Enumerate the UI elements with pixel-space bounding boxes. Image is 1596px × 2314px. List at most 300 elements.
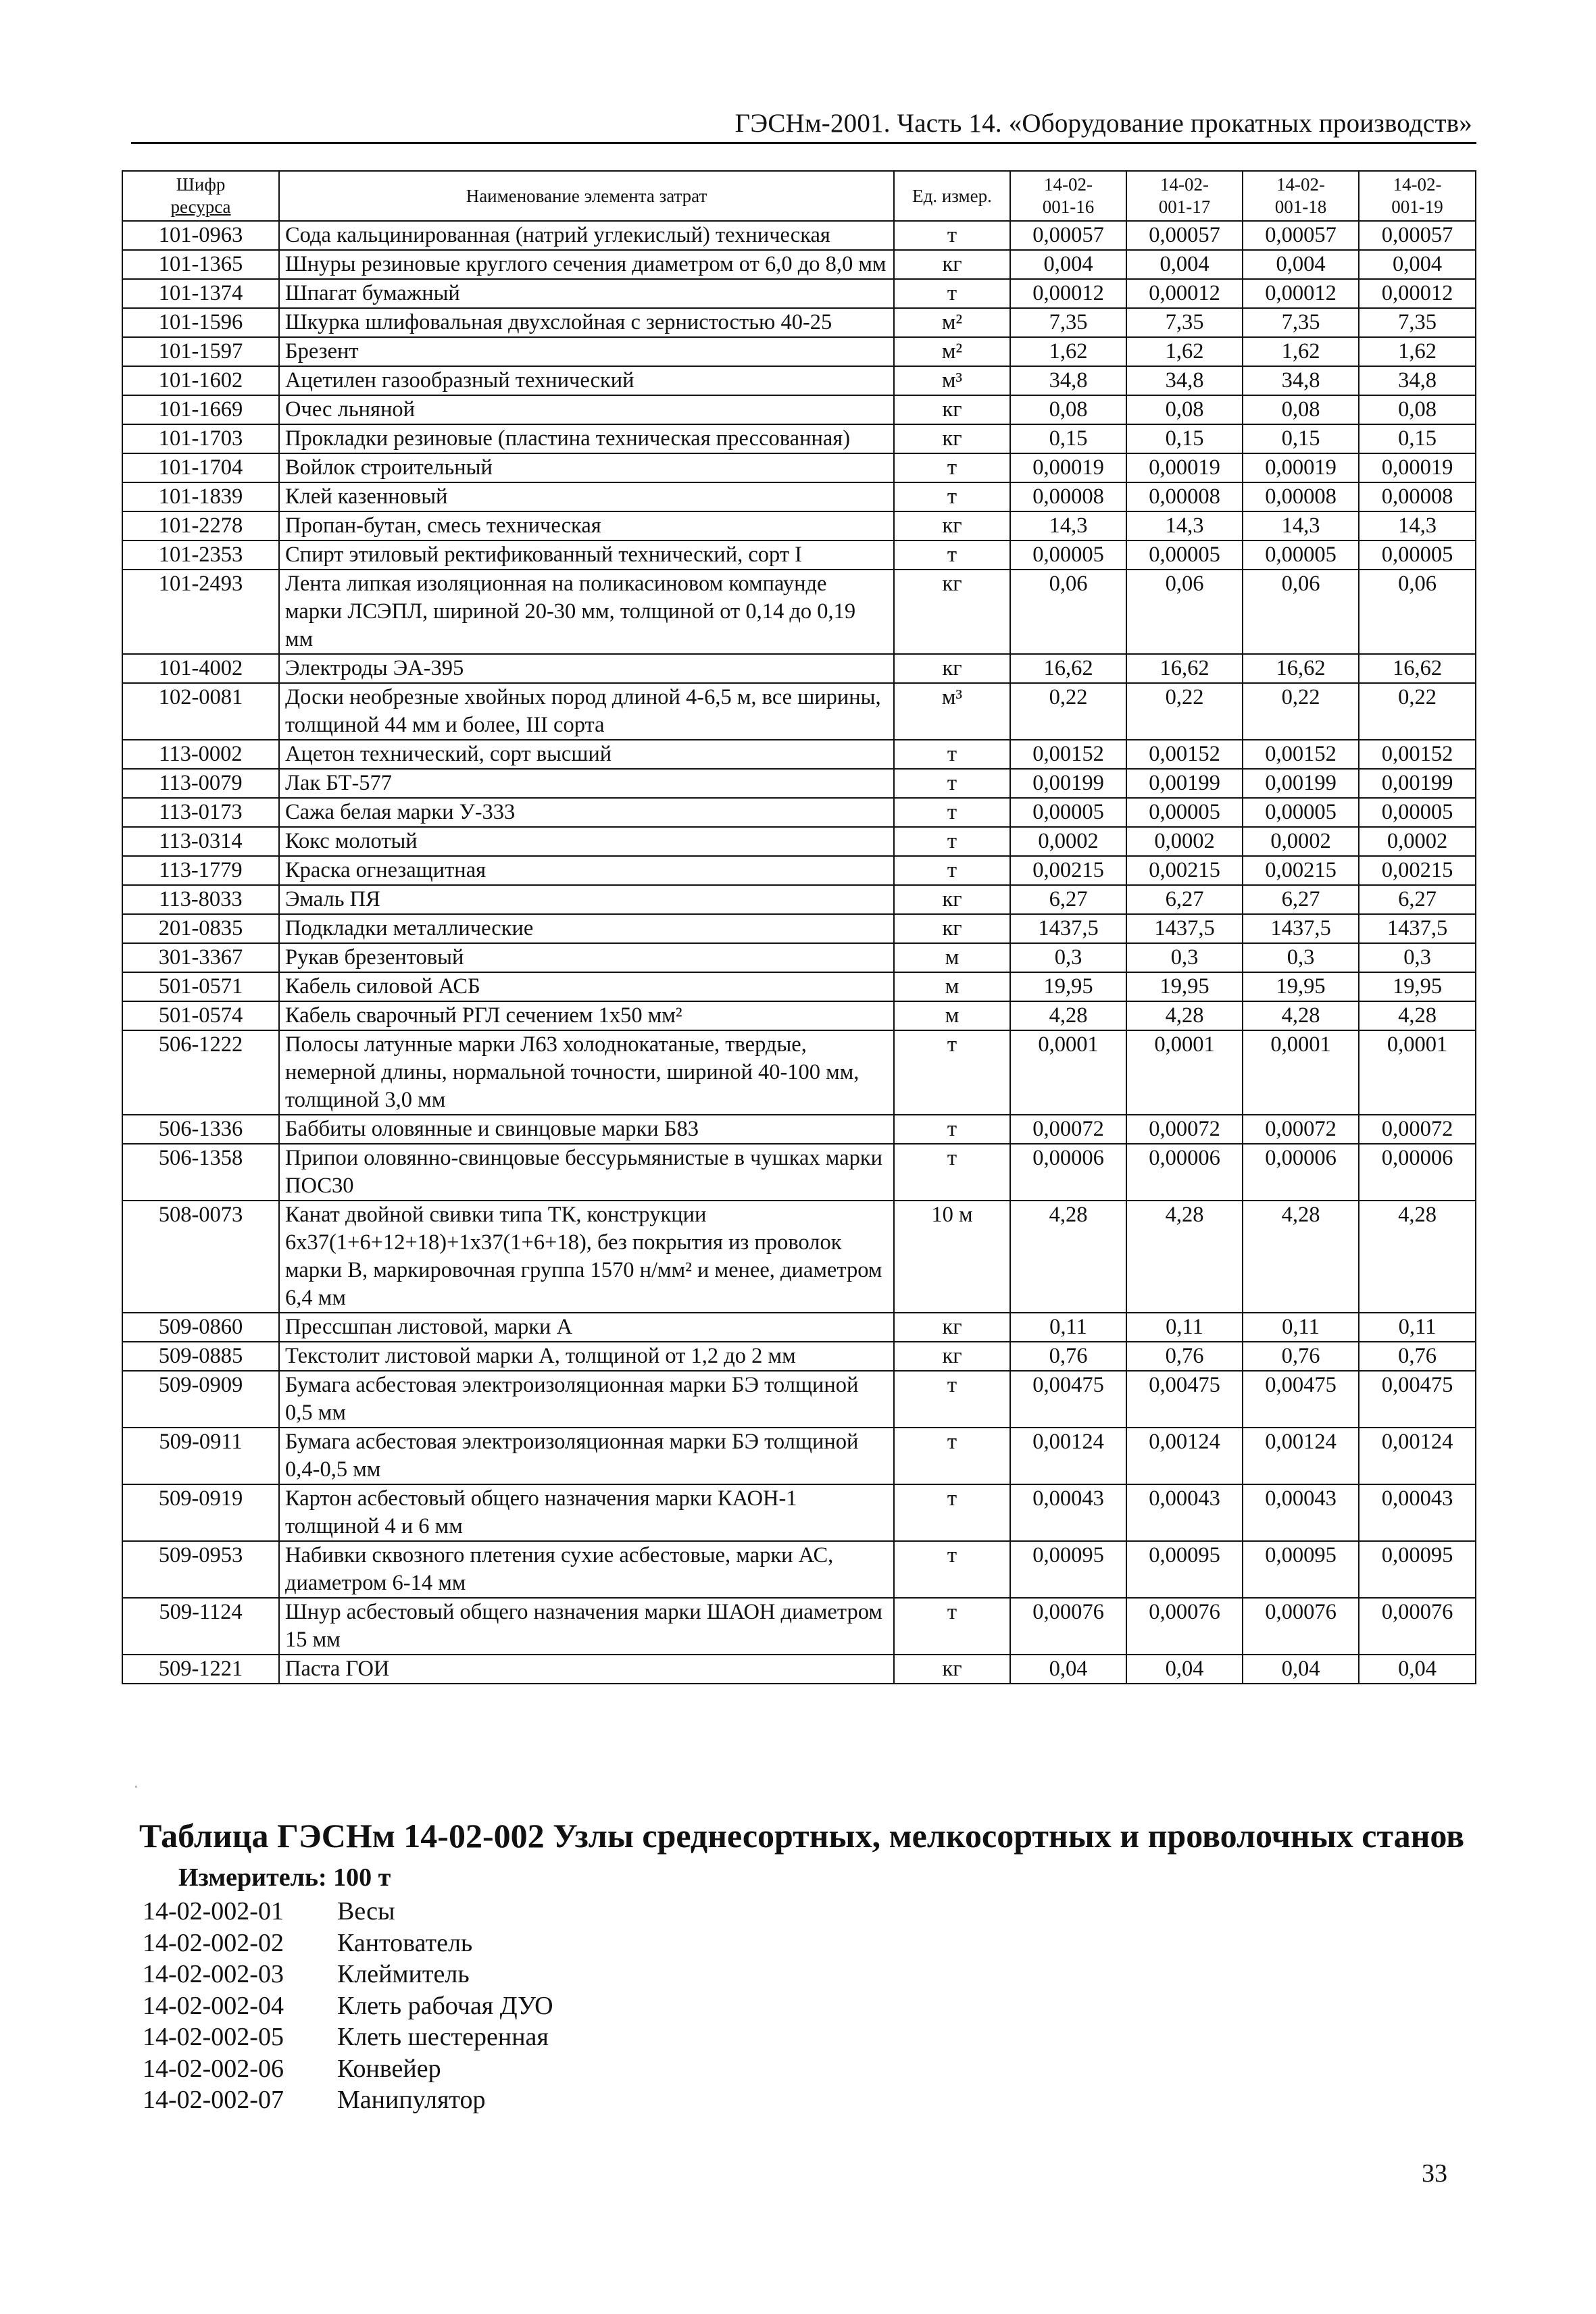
subsection-code: 14-02-002-05 [143, 2023, 284, 2051]
norm-16-value-cell: 34,8 [1010, 366, 1126, 395]
resource-code-cell: 101-1669 [122, 395, 279, 424]
table-row [122, 395, 1476, 424]
norm-16-value-cell: 0,76 [1010, 1342, 1126, 1371]
norm-17-value-cell: 0,76 [1126, 1342, 1243, 1371]
norm-16-value-cell: 0,00043 [1010, 1484, 1126, 1541]
list-item [143, 1896, 553, 1928]
norm-19-line1: 14-02- [1393, 174, 1442, 195]
column-header-code [122, 171, 279, 221]
table-row [122, 769, 1476, 798]
norm-16-value-cell: 0,00006 [1010, 1144, 1126, 1201]
norm-19-value-cell: 0,08 [1359, 395, 1476, 424]
resource-code-cell: 501-0571 [122, 972, 279, 1001]
resource-name-cell: Краска огнезащитная [279, 856, 894, 885]
unit-cell: т [894, 740, 1010, 769]
table-row [122, 827, 1476, 856]
subsection-code: 14-02-002-01 [143, 1897, 284, 1926]
column-header-norm-19 [1359, 171, 1476, 221]
norm-16-value-cell: 0,0002 [1010, 827, 1126, 856]
resource-name-cell: Лента липкая изоляционная на поликасиновом компаунде марки ЛСЭПЛ, шириной 20-30 мм, толщиной от 0,14 до 0,19 мм [279, 570, 894, 654]
norm-16-line1: 14-02- [1044, 174, 1093, 195]
norm-19-value-cell: 0,00005 [1359, 798, 1476, 827]
resource-name-cell: Сода кальцинированная (натрий углекислый) техническая [279, 221, 894, 250]
resource-code-cell: 509-0909 [122, 1371, 279, 1428]
resource-code-cell: 509-1221 [122, 1655, 279, 1684]
resource-code-cell: 113-0173 [122, 798, 279, 827]
resource-code-cell: 101-1703 [122, 424, 279, 453]
unit-cell: т [894, 1428, 1010, 1484]
unit-cell: т [894, 1371, 1010, 1428]
norm-18-value-cell: 0,00152 [1243, 740, 1359, 769]
subsection-code: 14-02-002-07 [143, 2086, 284, 2114]
norm-17-value-cell: 0,00043 [1126, 1484, 1243, 1541]
norm-19-value-cell: 1437,5 [1359, 914, 1476, 943]
table-row [122, 482, 1476, 511]
resource-code-cell: 101-2278 [122, 511, 279, 540]
norm-17-value-cell: 0,04 [1126, 1655, 1243, 1684]
resource-name-cell: Клей казенновый [279, 482, 894, 511]
resource-cost-table [122, 170, 1476, 1684]
norm-16-value-cell: 0,0001 [1010, 1030, 1126, 1115]
resource-name-cell: Прокладки резиновые (пластина техническая прессованная) [279, 424, 894, 453]
column-header-unit: Ед. измер. [894, 171, 1010, 221]
table-row [122, 1144, 1476, 1201]
unit-cell: кг [894, 914, 1010, 943]
subsection-label: Клеть рабочая ДУО [337, 1991, 553, 2020]
norm-17-value-cell: 0,00006 [1126, 1144, 1243, 1201]
table-row [122, 1428, 1476, 1484]
resource-name-cell: Полосы латунные марки Л63 холоднокатаные, твердые, немерной длины, нормальной точности, шириной 40-100 мм, толщиной 3,0 мм [279, 1030, 894, 1115]
norm-17-value-cell: 0,00005 [1126, 798, 1243, 827]
column-header-code-line1: Шифр [176, 174, 226, 195]
table-row [122, 424, 1476, 453]
subsection-list [143, 1896, 553, 2116]
norm-17-value-cell: 0,22 [1126, 683, 1243, 740]
norm-16-value-cell: 0,04 [1010, 1655, 1126, 1684]
table-row [122, 943, 1476, 972]
resource-name-cell: Ацетилен газообразный технический [279, 366, 894, 395]
norm-19-value-cell: 0,00005 [1359, 540, 1476, 570]
table-row [122, 221, 1476, 250]
list-item [143, 2021, 553, 2053]
norm-19-value-cell: 0,00199 [1359, 769, 1476, 798]
resource-code-cell: 506-1222 [122, 1030, 279, 1115]
running-header: ГЭСНм-2001. Часть 14. «Оборудование прокатных производств» [734, 109, 1472, 138]
unit-cell: м [894, 943, 1010, 972]
resource-code-cell: 101-1597 [122, 337, 279, 366]
resource-name-cell: Очес льняной [279, 395, 894, 424]
norm-18-value-cell: 14,3 [1243, 511, 1359, 540]
resource-name-cell: Эмаль ПЯ [279, 885, 894, 914]
table-row [122, 1115, 1476, 1144]
norm-16-value-cell: 6,27 [1010, 885, 1126, 914]
resource-name-cell: Кабель силовой АСБ [279, 972, 894, 1001]
norm-17-value-cell: 1,62 [1126, 337, 1243, 366]
unit-cell: кг [894, 885, 1010, 914]
resource-name-cell: Шнур асбестовый общего назначения марки ШАОН диаметром 15 мм [279, 1598, 894, 1655]
table-row [122, 1001, 1476, 1030]
norm-17-value-cell: 4,28 [1126, 1201, 1243, 1313]
table-row [122, 1484, 1476, 1541]
resource-code-cell: 509-1124 [122, 1598, 279, 1655]
resource-name-cell: Канат двойной свивки типа ТК, конструкции 6х37(1+6+12+18)+1х37(1+6+18), без покрытия из проволок марки В, маркировочная группа 1570 н/мм² и менее, диаметром 6,4 мм [279, 1201, 894, 1313]
section-title: Таблица ГЭСНм 14-02-002 Узлы среднесортных, мелкосортных и проволочных станов [139, 1817, 1465, 1855]
table-header [122, 171, 1476, 221]
norm-18-value-cell: 0,22 [1243, 683, 1359, 740]
norm-17-value-cell: 0,00005 [1126, 540, 1243, 570]
norm-16-value-cell: 0,3 [1010, 943, 1126, 972]
norm-18-value-cell: 0,04 [1243, 1655, 1359, 1684]
resource-code-cell: 201-0835 [122, 914, 279, 943]
unit-cell: т [894, 798, 1010, 827]
subsection-code: 14-02-002-04 [143, 1991, 284, 2020]
norm-16-value-cell: 0,00095 [1010, 1541, 1126, 1598]
norm-19-line2: 001-19 [1391, 197, 1443, 217]
norm-17-value-cell: 0,00057 [1126, 221, 1243, 250]
resource-code-cell: 506-1358 [122, 1144, 279, 1201]
resource-code-cell: 101-0963 [122, 221, 279, 250]
resource-code-cell: 101-1602 [122, 366, 279, 395]
norm-16-value-cell: 0,004 [1010, 250, 1126, 279]
resource-code-cell: 101-4002 [122, 654, 279, 683]
unit-cell: кг [894, 511, 1010, 540]
table-row [122, 453, 1476, 482]
norm-19-value-cell: 34,8 [1359, 366, 1476, 395]
norm-17-value-cell: 4,28 [1126, 1001, 1243, 1030]
resource-name-cell: Паста ГОИ [279, 1655, 894, 1684]
unit-cell: кг [894, 654, 1010, 683]
norm-18-value-cell: 0,00043 [1243, 1484, 1359, 1541]
norm-19-value-cell: 4,28 [1359, 1001, 1476, 1030]
norm-19-value-cell: 0,00012 [1359, 279, 1476, 308]
norm-17-value-cell: 0,3 [1126, 943, 1243, 972]
table-row [122, 740, 1476, 769]
resource-name-cell: Войлок строительный [279, 453, 894, 482]
resource-name-cell: Пропан-бутан, смесь техническая [279, 511, 894, 540]
norm-19-value-cell: 0,00095 [1359, 1541, 1476, 1598]
norm-18-value-cell: 0,08 [1243, 395, 1359, 424]
norm-16-value-cell: 0,00076 [1010, 1598, 1126, 1655]
unit-cell: м² [894, 337, 1010, 366]
unit-cell: т [894, 221, 1010, 250]
norm-17-value-cell: 0,00019 [1126, 453, 1243, 482]
column-header-norm-18 [1243, 171, 1359, 221]
resource-code-cell: 101-2353 [122, 540, 279, 570]
subsection-code: 14-02-002-02 [143, 1928, 284, 1957]
norm-19-value-cell: 0,00215 [1359, 856, 1476, 885]
norm-18-value-cell: 16,62 [1243, 654, 1359, 683]
unit-cell: м² [894, 308, 1010, 337]
norm-17-value-cell: 0,00124 [1126, 1428, 1243, 1484]
header-rule [131, 142, 1476, 144]
subsection-label: Кантователь [337, 1928, 473, 1957]
unit-cell: кг [894, 424, 1010, 453]
unit-cell: м [894, 972, 1010, 1001]
norm-17-value-cell: 14,3 [1126, 511, 1243, 540]
norm-16-value-cell: 0,06 [1010, 570, 1126, 654]
norm-19-value-cell: 0,00475 [1359, 1371, 1476, 1428]
norm-19-value-cell: 0,00008 [1359, 482, 1476, 511]
list-item [143, 1959, 553, 1990]
norm-18-value-cell: 0,00199 [1243, 769, 1359, 798]
norm-18-line2: 001-18 [1274, 197, 1327, 217]
norm-19-value-cell: 0,22 [1359, 683, 1476, 740]
norm-17-line1: 14-02- [1160, 174, 1209, 195]
page-number: 33 [1422, 2159, 1447, 2188]
norm-16-value-cell: 0,00199 [1010, 769, 1126, 798]
unit-cell: т [894, 856, 1010, 885]
table-row [122, 972, 1476, 1001]
norm-16-value-cell: 7,35 [1010, 308, 1126, 337]
norm-17-value-cell: 0,06 [1126, 570, 1243, 654]
norm-16-value-cell: 1437,5 [1010, 914, 1126, 943]
norm-17-value-cell: 1437,5 [1126, 914, 1243, 943]
norm-16-value-cell: 0,00019 [1010, 453, 1126, 482]
resource-name-cell: Баббиты оловянные и свинцовые марки Б83 [279, 1115, 894, 1144]
resource-code-cell: 113-0079 [122, 769, 279, 798]
table-row [122, 856, 1476, 885]
unit-cell: кг [894, 1342, 1010, 1371]
resource-name-cell: Ацетон технический, сорт высший [279, 740, 894, 769]
subsection-code: 14-02-002-03 [143, 1960, 284, 1988]
resource-name-cell: Прессшпан листовой, марки А [279, 1313, 894, 1342]
table-row [122, 308, 1476, 337]
resource-code-cell: 113-0002 [122, 740, 279, 769]
norm-16-value-cell: 14,3 [1010, 511, 1126, 540]
norm-17-value-cell: 0,15 [1126, 424, 1243, 453]
norm-18-value-cell: 6,27 [1243, 885, 1359, 914]
norm-19-value-cell: 19,95 [1359, 972, 1476, 1001]
resource-name-cell: Лак БТ-577 [279, 769, 894, 798]
resource-name-cell: Бумага асбестовая электроизоляционная марки БЭ толщиной 0,5 мм [279, 1371, 894, 1428]
norm-17-value-cell: 0,004 [1126, 250, 1243, 279]
norm-17-value-cell: 0,00199 [1126, 769, 1243, 798]
norm-19-value-cell: 16,62 [1359, 654, 1476, 683]
norm-17-value-cell: 0,08 [1126, 395, 1243, 424]
unit-cell: т [894, 1115, 1010, 1144]
column-header-norm-16 [1010, 171, 1126, 221]
norm-19-value-cell: 4,28 [1359, 1201, 1476, 1313]
list-item [143, 2084, 553, 2116]
norm-18-value-cell: 4,28 [1243, 1001, 1359, 1030]
unit-cell: м³ [894, 683, 1010, 740]
norm-18-value-cell: 0,00005 [1243, 798, 1359, 827]
subsection-label: Клеть шестеренная [337, 2023, 549, 2051]
resource-name-cell: Шкурка шлифовальная двухслойная с зернистостью 40-25 [279, 308, 894, 337]
table-row [122, 279, 1476, 308]
norm-18-value-cell: 0,06 [1243, 570, 1359, 654]
resource-code-cell: 501-0574 [122, 1001, 279, 1030]
table-row [122, 1655, 1476, 1684]
norm-17-value-cell: 0,0001 [1126, 1030, 1243, 1115]
norm-16-value-cell: 0,00215 [1010, 856, 1126, 885]
unit-cell: т [894, 1484, 1010, 1541]
norm-16-value-cell: 0,08 [1010, 395, 1126, 424]
norm-18-value-cell: 0,004 [1243, 250, 1359, 279]
norm-19-value-cell: 0,76 [1359, 1342, 1476, 1371]
table-row [122, 250, 1476, 279]
norm-17-value-cell: 0,00012 [1126, 279, 1243, 308]
measure-unit: Измеритель: 100 т [178, 1863, 391, 1892]
norm-19-value-cell: 0,00006 [1359, 1144, 1476, 1201]
column-header-name: Наименование элемента затрат [279, 171, 894, 221]
norm-18-value-cell: 1,62 [1243, 337, 1359, 366]
unit-cell: т [894, 1030, 1010, 1115]
norm-16-value-cell: 19,95 [1010, 972, 1126, 1001]
norm-17-value-cell: 7,35 [1126, 308, 1243, 337]
norm-19-value-cell: 0,11 [1359, 1313, 1476, 1342]
norm-18-value-cell: 19,95 [1243, 972, 1359, 1001]
table-row [122, 1371, 1476, 1428]
norm-18-value-cell: 0,00076 [1243, 1598, 1359, 1655]
subsection-label: Клеймитель [337, 1960, 470, 1988]
norm-18-value-cell: 0,0002 [1243, 827, 1359, 856]
norm-18-value-cell: 0,00057 [1243, 221, 1359, 250]
norm-17-value-cell: 6,27 [1126, 885, 1243, 914]
table-row [122, 654, 1476, 683]
subsection-code: 14-02-002-06 [143, 2054, 284, 2083]
norm-19-value-cell: 0,004 [1359, 250, 1476, 279]
norm-17-value-cell: 0,00215 [1126, 856, 1243, 885]
norm-18-value-cell: 0,00215 [1243, 856, 1359, 885]
resource-name-cell: Бумага асбестовая электроизоляционная марки БЭ толщиной 0,4-0,5 мм [279, 1428, 894, 1484]
resource-name-cell: Набивки сквозного плетения сухие асбестовые, марки АС, диаметром 6-14 мм [279, 1541, 894, 1598]
resource-code-cell: 101-1839 [122, 482, 279, 511]
norm-18-value-cell: 0,00475 [1243, 1371, 1359, 1428]
norm-19-value-cell: 0,04 [1359, 1655, 1476, 1684]
norm-17-value-cell: 34,8 [1126, 366, 1243, 395]
resource-name-cell: Сажа белая марки У-333 [279, 798, 894, 827]
norm-19-value-cell: 0,0001 [1359, 1030, 1476, 1115]
table-row [122, 798, 1476, 827]
norm-16-value-cell: 0,00008 [1010, 482, 1126, 511]
unit-cell: т [894, 453, 1010, 482]
norm-18-value-cell: 0,00012 [1243, 279, 1359, 308]
table-row [122, 366, 1476, 395]
norm-16-value-cell: 0,00012 [1010, 279, 1126, 308]
table-row [122, 1030, 1476, 1115]
resource-code-cell: 101-2493 [122, 570, 279, 654]
table-row [122, 337, 1476, 366]
resource-name-cell: Кокс молотый [279, 827, 894, 856]
table-row [122, 511, 1476, 540]
norm-18-value-cell: 0,0001 [1243, 1030, 1359, 1115]
norm-19-value-cell: 0,00043 [1359, 1484, 1476, 1541]
norm-17-line2: 001-17 [1158, 197, 1211, 217]
resource-code-cell: 101-1596 [122, 308, 279, 337]
norm-17-value-cell: 19,95 [1126, 972, 1243, 1001]
unit-cell: м [894, 1001, 1010, 1030]
norm-19-value-cell: 0,06 [1359, 570, 1476, 654]
subsection-label: Конвейер [337, 2054, 441, 2083]
resource-code-cell: 506-1336 [122, 1115, 279, 1144]
norm-19-value-cell: 14,3 [1359, 511, 1476, 540]
unit-cell: т [894, 1144, 1010, 1201]
unit-cell: кг [894, 250, 1010, 279]
norm-19-value-cell: 0,00019 [1359, 453, 1476, 482]
unit-cell: м³ [894, 366, 1010, 395]
norm-18-line1: 14-02- [1276, 174, 1325, 195]
norm-16-value-cell: 0,22 [1010, 683, 1126, 740]
norm-18-value-cell: 0,3 [1243, 943, 1359, 972]
resource-code-cell: 101-1365 [122, 250, 279, 279]
norm-18-value-cell: 0,00095 [1243, 1541, 1359, 1598]
norm-16-value-cell: 0,00475 [1010, 1371, 1126, 1428]
resource-code-cell: 113-8033 [122, 885, 279, 914]
norm-17-value-cell: 0,00076 [1126, 1598, 1243, 1655]
scan-speck [135, 1786, 137, 1788]
norm-17-value-cell: 0,00152 [1126, 740, 1243, 769]
norm-18-value-cell: 0,00072 [1243, 1115, 1359, 1144]
norm-18-value-cell: 0,00124 [1243, 1428, 1359, 1484]
column-header-code-line2: ресурса [170, 197, 231, 217]
resource-code-cell: 301-3367 [122, 943, 279, 972]
resource-code-cell: 101-1374 [122, 279, 279, 308]
resource-code-cell: 102-0081 [122, 683, 279, 740]
table-row [122, 1201, 1476, 1313]
resource-code-cell: 509-0953 [122, 1541, 279, 1598]
unit-cell: кг [894, 1655, 1010, 1684]
resource-name-cell: Рукав брезентовый [279, 943, 894, 972]
norm-16-value-cell: 4,28 [1010, 1001, 1126, 1030]
norm-18-value-cell: 0,00019 [1243, 453, 1359, 482]
resource-code-cell: 508-0073 [122, 1201, 279, 1313]
unit-cell: т [894, 1598, 1010, 1655]
unit-cell: 10 м [894, 1201, 1010, 1313]
norm-16-value-cell: 1,62 [1010, 337, 1126, 366]
norm-18-value-cell: 34,8 [1243, 366, 1359, 395]
resource-name-cell: Подкладки металлические [279, 914, 894, 943]
norm-17-value-cell: 0,0002 [1126, 827, 1243, 856]
table-row [122, 885, 1476, 914]
unit-cell: т [894, 482, 1010, 511]
norm-19-value-cell: 6,27 [1359, 885, 1476, 914]
norm-16-value-cell: 16,62 [1010, 654, 1126, 683]
table-row [122, 1313, 1476, 1342]
resource-code-cell: 509-0860 [122, 1313, 279, 1342]
norm-18-value-cell: 1437,5 [1243, 914, 1359, 943]
table-row [122, 1541, 1476, 1598]
table-row [122, 683, 1476, 740]
resource-name-cell: Припои оловянно-свинцовые бессурьмянистые в чушках марки ПОС30 [279, 1144, 894, 1201]
norm-17-value-cell: 0,00072 [1126, 1115, 1243, 1144]
subsection-label: Весы [337, 1897, 395, 1926]
norm-19-value-cell: 1,62 [1359, 337, 1476, 366]
resource-name-cell: Картон асбестовый общего назначения марки КАОН-1 толщиной 4 и 6 мм [279, 1484, 894, 1541]
table-row [122, 914, 1476, 943]
resource-name-cell: Электроды ЭА-395 [279, 654, 894, 683]
table-row [122, 570, 1476, 654]
norm-16-line2: 001-16 [1042, 197, 1095, 217]
resource-name-cell: Шпагат бумажный [279, 279, 894, 308]
unit-cell: т [894, 769, 1010, 798]
norm-19-value-cell: 7,35 [1359, 308, 1476, 337]
norm-16-value-cell: 0,00005 [1010, 540, 1126, 570]
resource-name-cell: Шнуры резиновые круглого сечения диаметром от 6,0 до 8,0 мм [279, 250, 894, 279]
norm-18-value-cell: 0,00005 [1243, 540, 1359, 570]
norm-17-value-cell: 0,00095 [1126, 1541, 1243, 1598]
unit-cell: т [894, 827, 1010, 856]
unit-cell: т [894, 1541, 1010, 1598]
unit-cell: кг [894, 395, 1010, 424]
norm-16-value-cell: 0,11 [1010, 1313, 1126, 1342]
norm-19-value-cell: 0,00072 [1359, 1115, 1476, 1144]
table-body [122, 221, 1476, 1684]
norm-16-value-cell: 0,00072 [1010, 1115, 1126, 1144]
norm-16-value-cell: 0,00152 [1010, 740, 1126, 769]
norm-19-value-cell: 0,00152 [1359, 740, 1476, 769]
resource-name-cell: Доски необрезные хвойных пород длиной 4-6,5 м, все ширины, толщиной 44 мм и более, III сорта [279, 683, 894, 740]
